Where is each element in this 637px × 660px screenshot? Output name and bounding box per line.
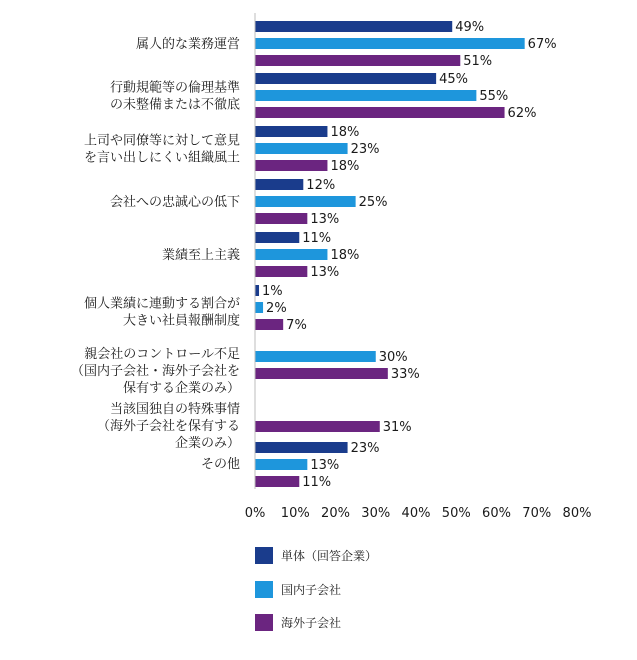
tick-label: 0% [244,506,266,521]
legend-swatch [255,547,273,564]
value-label: 12% [306,178,336,193]
value-label: 31% [382,420,412,435]
category-label: （国内子会社・海外子会社を [70,364,240,379]
value-label: 7% [286,318,307,333]
category-label: 業績至上主義 [161,248,240,263]
category-label: 当該国独自の特殊事情 [109,402,240,417]
value-label: 25% [358,195,388,210]
legend-label: 海外子会社 [281,616,342,630]
category-label: 上司や同僚等に対して意見 [83,133,240,149]
value-label: 55% [479,89,509,104]
bar [255,160,327,171]
bar [255,55,460,66]
category-label: 親会社のコントロール不足 [84,347,240,362]
category-label: その他 [200,457,240,472]
legend-label: 国内子会社 [281,583,342,597]
bar [255,266,307,277]
tick-label: 10% [280,506,310,521]
value-label: 51% [463,54,493,69]
value-label: 23% [350,441,380,456]
value-label: 13% [310,265,340,280]
value-label: 49% [455,20,485,35]
bar [255,21,452,32]
tick-label: 50% [441,506,471,521]
value-label: 11% [302,231,332,246]
legend-label: 単体（回答企業） [281,549,378,563]
value-label: 30% [378,350,408,365]
category-label: 個人業績に連動する割合が [83,296,240,312]
bar [255,179,303,190]
value-label: 18% [330,248,360,263]
tick-label: 40% [401,506,431,521]
tick-label: 60% [482,506,511,521]
bar [255,38,525,49]
bar [255,107,505,118]
value-label: 13% [310,458,340,473]
value-label: 18% [330,159,360,174]
bar [255,73,436,84]
bar [255,213,307,224]
value-label: 18% [330,125,360,140]
category-label: 行動規範等の倫理基準 [109,80,240,96]
value-label: 13% [310,212,340,227]
tick-label: 80% [562,506,592,521]
value-label: 62% [507,106,537,121]
bar [255,476,299,487]
category-label: 保有する企業のみ） [122,381,240,396]
bar [255,196,356,207]
value-label: 23% [350,142,380,157]
value-label: 11% [302,475,332,490]
bar [255,285,259,296]
legend-swatch [255,581,273,598]
category-label: （海外子会社を保有する [96,419,240,434]
bar [255,143,348,154]
value-label: 33% [390,367,420,382]
bar [255,421,380,432]
tick-label: 20% [321,506,350,521]
legend [255,547,377,631]
category-label: 大きい社員報酬制度 [122,313,240,329]
category-label: を言い出しにくい組織風土 [83,150,240,166]
bar [255,319,283,330]
category-label: 属人的な業務運営 [135,37,240,52]
bar [255,302,263,313]
tick-label: 30% [361,506,391,521]
category-label: 会社への忠誠心の低下 [109,195,240,210]
bar [255,442,348,453]
bar [255,126,327,137]
value-label: 2% [266,301,287,316]
legend-swatch [255,614,273,631]
bar [255,90,476,101]
tick-label: 70% [522,506,552,521]
bar [255,459,307,470]
value-label: 45% [439,72,469,87]
bar [255,232,299,243]
category-label: の未整備または不徹底 [109,97,240,113]
bar [255,249,327,260]
value-label: 67% [527,37,557,52]
value-label: 1% [262,284,283,299]
bar [255,351,376,362]
category-label: 企業のみ） [174,436,240,451]
category-labels [71,36,240,472]
bar [255,368,388,379]
